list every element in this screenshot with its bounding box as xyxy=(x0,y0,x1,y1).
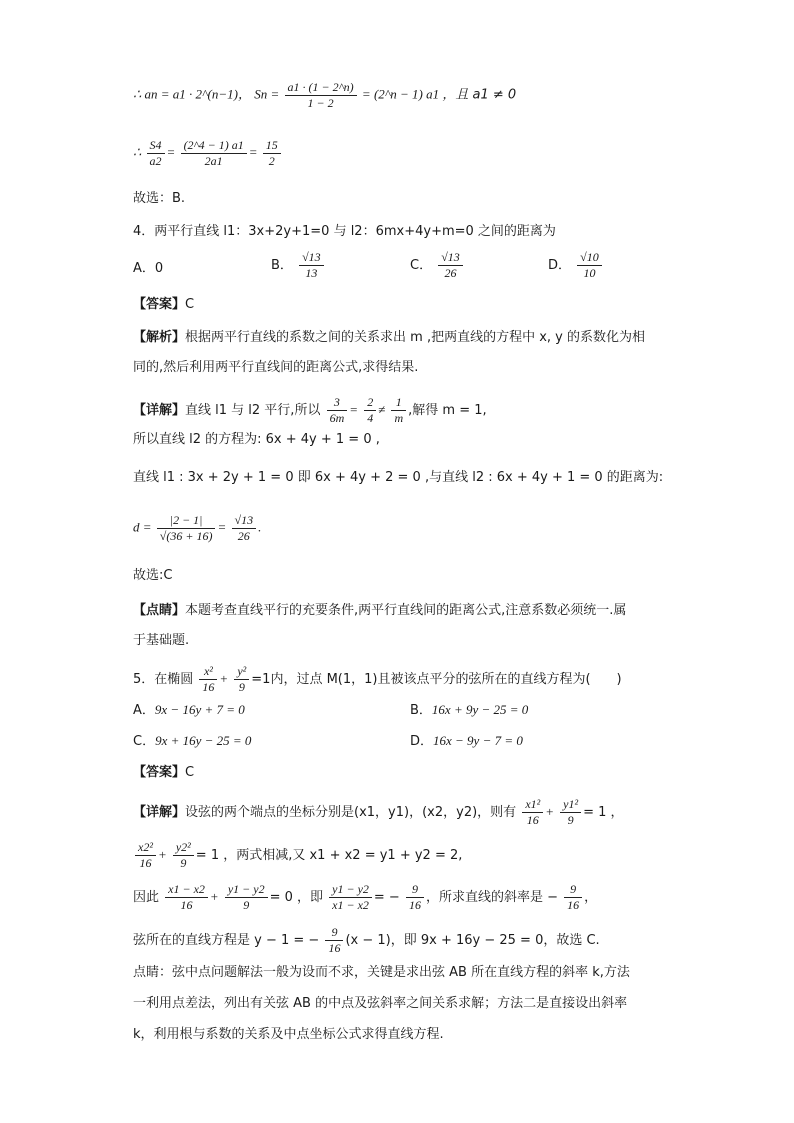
detail-text: ， xyxy=(584,890,598,905)
fraction-numerator: 9 xyxy=(406,882,424,898)
option-fraction xyxy=(299,250,324,281)
fraction-denominator: 16 xyxy=(567,898,580,912)
fraction xyxy=(173,840,194,871)
fraction-numerator: 2 xyxy=(364,395,376,411)
comment-text: 本题考查直线平行的充要条件,两平行直线间的距离公式,注意系数必须统一.属 xyxy=(185,603,627,618)
detail-text: 设弦的两个端点的坐标分别是(x1，y1)，(x2，y2)，则有 xyxy=(185,805,517,820)
option-fraction xyxy=(577,250,602,281)
fraction-denominator: 9 xyxy=(243,898,250,912)
fraction xyxy=(327,395,348,426)
detail-text: = 1 ，两式相减,又 x1 + x2 = y1 + y2 = 2, xyxy=(195,848,463,863)
plus-sign: + xyxy=(219,671,229,686)
detail-text: ,解得 m = 1, xyxy=(408,403,487,418)
q5-answer xyxy=(133,763,194,783)
fraction-numerator: 9 xyxy=(564,882,582,898)
q4-analysis-line-1 xyxy=(133,328,645,348)
q4-distance-formula xyxy=(133,513,261,544)
option-label: D． xyxy=(548,258,572,273)
fraction-denominator: √(36 + 16) xyxy=(159,529,213,543)
fraction xyxy=(560,797,581,828)
analysis-tag: 【解析】 xyxy=(133,330,186,345)
option-label: A． xyxy=(133,261,155,276)
fraction-denominator: 10 xyxy=(583,266,596,280)
detail-tag: 【详解】 xyxy=(133,403,186,418)
formula-an: an = a1 · 2^(n−1) xyxy=(144,86,238,102)
fraction xyxy=(329,882,372,913)
fraction-denominator: 16 xyxy=(328,941,341,955)
q5-comment-line-1: 点睛：弦中点问题解法一般为设而不求，关键是求出弦 AB 所在直线方程的斜率 k,方法 xyxy=(133,965,630,980)
q5-stem xyxy=(133,664,622,695)
fraction-numerator: a1 · (1 − 2^n) xyxy=(285,80,357,96)
detail-text: = 1 ， xyxy=(583,805,624,820)
fraction-denominator: 2a1 xyxy=(204,154,223,168)
q3-answer: 故选：B. xyxy=(133,191,186,206)
fraction-numerator: √10 xyxy=(577,250,602,266)
fraction-numerator: 3 xyxy=(327,395,348,411)
q4-answer xyxy=(133,295,194,315)
fraction-numerator: √13 xyxy=(232,513,257,529)
fraction xyxy=(232,513,257,544)
option-value: 9x + 16y − 25 = 0 xyxy=(155,733,252,748)
therefore-symbol: ∴ xyxy=(133,144,142,160)
formula-label: d = xyxy=(133,519,152,535)
fraction-denominator: 1 − 2 xyxy=(307,96,334,110)
fraction-denominator: 26 xyxy=(444,266,457,280)
q4-comment-line-2: 于基础题. xyxy=(133,633,190,648)
option-label: A． xyxy=(133,703,155,718)
stem-text: 5．在椭圆 xyxy=(133,672,194,687)
comment-tag: 【点睛】 xyxy=(133,603,186,618)
fraction xyxy=(406,882,424,913)
q5-detail-line-3 xyxy=(133,882,597,913)
fraction-numerator: (2^4 − 1) a1 xyxy=(181,138,247,154)
detail-text: (x − 1)，即 9x + 16y − 25 = 0，故选 C. xyxy=(345,933,600,948)
detail-text: 直线 l1 与 l2 平行,所以 xyxy=(185,403,321,418)
fraction-numerator: 15 xyxy=(263,138,281,154)
fraction-numerator: |2 − 1| xyxy=(157,513,216,529)
period: . xyxy=(258,519,262,535)
formula-sn-label: Sn = xyxy=(254,86,280,102)
option-value: 16x − 9y − 7 = 0 xyxy=(433,733,523,748)
stem-text: =1内，过点 M(1，1)且被该点平分的弦所在的直线方程为( ) xyxy=(251,672,622,687)
equals-sign: = xyxy=(349,402,359,417)
fraction-denominator: 2 xyxy=(268,154,275,168)
fraction-numerator: y2² xyxy=(173,840,194,856)
answer-value: C xyxy=(185,765,195,780)
fraction-numerator: 9 xyxy=(325,925,343,941)
q4-detail-line-2: 所以直线 l2 的方程为: 6x + 4y + 1 = 0 , xyxy=(133,432,380,447)
answer-value: C xyxy=(185,297,195,312)
fraction-expanded xyxy=(181,138,247,169)
fraction xyxy=(364,395,376,426)
fraction-denominator: m xyxy=(394,411,404,425)
q4-comment-line-1 xyxy=(133,601,626,621)
q5-comment-line-2: 一利用点差法，列出有关弦 AB 的中点及弦斜率之间关系求解；方法二是直接设出斜率 xyxy=(133,996,628,1011)
fraction xyxy=(157,513,216,544)
fraction-denominator: 6m xyxy=(329,411,345,425)
q4-detail-line-3: 直线 l1 : 3x + 2y + 1 = 0 即 6x + 4y + 2 = 0 ,与直线 l2 : 6x + 4y + 1 = 0 的距离为: xyxy=(133,470,664,485)
fraction-numerator: S4 xyxy=(147,138,165,154)
formula-condition: ，且 a1 ≠ 0 xyxy=(442,87,517,103)
fraction-denominator: x1 − x2 xyxy=(332,898,369,912)
fraction-result xyxy=(263,138,281,169)
q5-option-d xyxy=(410,731,523,752)
detail-text: 因此 xyxy=(133,890,160,905)
q5-option-a xyxy=(133,700,245,721)
plus-sign: + xyxy=(209,889,219,904)
fraction-numerator: x1² xyxy=(522,797,543,813)
q5-comment-line-3: k，利用根与系数的关系及中点坐标公式求得直线方程. xyxy=(133,1027,444,1042)
fraction-denominator: 16 xyxy=(526,813,539,827)
fraction xyxy=(135,840,156,871)
fraction-denominator: 13 xyxy=(305,266,318,280)
fraction-denominator: 16 xyxy=(139,856,152,870)
q4-analysis-line-2: 同的,然后利用两平行直线间的距离公式,求得结果. xyxy=(133,360,419,375)
option-value: 16x + 9y − 25 = 0 xyxy=(431,702,529,717)
fraction-denominator: 26 xyxy=(237,529,250,543)
plus-sign: + xyxy=(545,804,555,819)
fraction-denominator: 16 xyxy=(202,680,215,694)
detail-text: ，所求直线的斜率是 − xyxy=(425,890,558,905)
fraction xyxy=(234,664,249,695)
fraction-numerator: y² xyxy=(234,664,249,680)
fraction-s4-a2 xyxy=(147,138,165,169)
fraction xyxy=(564,882,582,913)
fraction-denominator: 9 xyxy=(567,813,574,827)
option-label: D． xyxy=(410,734,434,749)
fraction-numerator: y1² xyxy=(560,797,581,813)
detail-text: = 0 ，即 xyxy=(269,890,324,905)
equals-sign: = xyxy=(217,519,227,535)
answer-tag: 【答案】 xyxy=(133,297,186,312)
option-label: B． xyxy=(271,258,293,273)
plus-sign: + xyxy=(157,847,167,862)
fraction-denominator: 16 xyxy=(408,898,421,912)
fraction xyxy=(199,664,217,695)
option-fraction xyxy=(438,250,463,281)
fraction-denominator: a2 xyxy=(149,154,162,168)
fraction-denominator: 9 xyxy=(180,856,187,870)
fraction-numerator: √13 xyxy=(438,250,463,266)
option-value: 0 xyxy=(154,261,164,276)
option-value: 9x − 16y + 7 = 0 xyxy=(154,702,245,717)
fraction-denominator: 16 xyxy=(180,898,193,912)
q5-detail-line-1 xyxy=(133,797,624,828)
formula-line-ratio: ∴ $\frac{S4}{a2}$ = $\frac{(2\^{}4 - 1) a1}{2a1}$ = $\frac{15}{2}$ xyxy=(133,138,283,169)
fraction-denominator: 4 xyxy=(367,411,374,425)
detail-tag: 【详解】 xyxy=(133,805,186,820)
analysis-text: 根据两平行直线的系数之间的关系求出 m ,把两直线的方程中 x, y 的系数化为相 xyxy=(185,330,645,345)
option-label: C． xyxy=(410,258,433,273)
q4-choose: 故选:C xyxy=(133,568,173,583)
q4-option-d xyxy=(548,250,604,281)
fraction xyxy=(225,882,268,913)
fraction-numerator: √13 xyxy=(299,250,324,266)
fraction xyxy=(391,395,406,426)
fraction xyxy=(165,882,208,913)
q4-detail-line-1 xyxy=(133,395,487,426)
fraction-numerator: y1 − y2 xyxy=(225,882,268,898)
not-equal-sign: ≠ xyxy=(378,402,386,417)
formula-sn-fraction xyxy=(285,80,357,111)
answer-tag: 【答案】 xyxy=(133,765,186,780)
option-label: C． xyxy=(133,734,156,749)
formula-line-an-sn: ∴ an = a1 · 2^(n−1)， Sn = $\frac{a1 \cdot (1 - 2\^{}n)}{1 - 2}$ = (2^n − 1) a1 ，且 a1 ≠ 0 xyxy=(133,80,517,110)
fraction-denominator: 9 xyxy=(238,680,245,694)
fraction xyxy=(325,925,343,956)
fraction-numerator: x1 − x2 xyxy=(165,882,208,898)
q5-detail-line-4 xyxy=(133,925,600,956)
fraction-numerator: x² xyxy=(199,664,217,680)
fraction xyxy=(522,797,543,828)
q4-option-a xyxy=(133,259,163,279)
q4-option-c xyxy=(410,250,465,281)
detail-text: = − xyxy=(373,890,400,905)
q5-option-b xyxy=(410,700,528,721)
q4-stem: 4．两平行直线 l1：3x+2y+1=0 与 l2：6mx+4y+m=0 之间的距离为 xyxy=(133,224,556,239)
formula-sn-result: = (2^n − 1) a1 xyxy=(361,86,440,102)
fraction-numerator: y1 − y2 xyxy=(329,882,372,898)
q5-option-c xyxy=(133,731,251,752)
detail-text: 弦所在的直线方程是 y − 1 = − xyxy=(133,933,320,948)
q4-option-b xyxy=(271,250,326,281)
option-label: B． xyxy=(410,703,432,718)
q5-detail-line-2 xyxy=(133,840,462,871)
therefore-symbol: ∴ xyxy=(133,86,142,102)
fraction-numerator: x2² xyxy=(135,840,156,856)
fraction-numerator: 1 xyxy=(391,395,406,411)
